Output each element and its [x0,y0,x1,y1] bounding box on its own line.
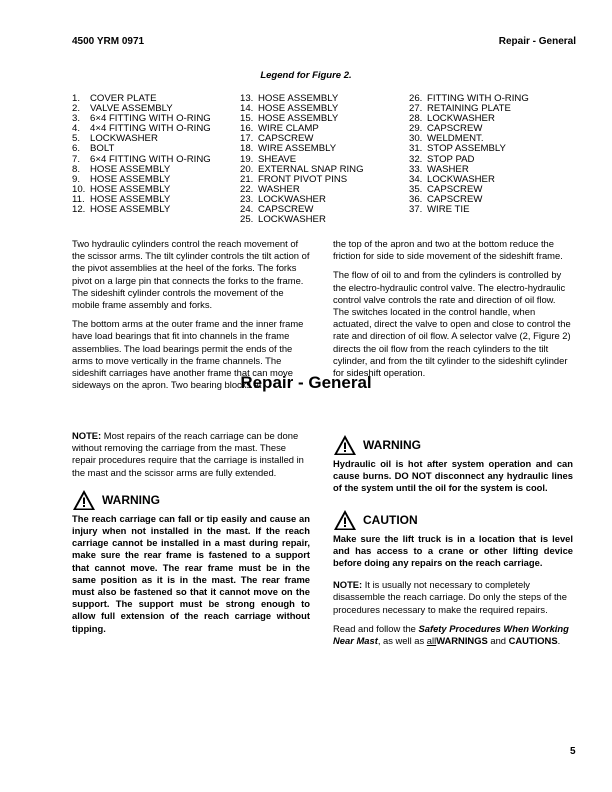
legend-item-label: HOSE ASSEMBLY [90,204,171,216]
caution-triangle-icon [333,509,357,531]
safety-procedures-reference: Safety Procedures When Working Near Mast [333,622,569,647]
caution-box [333,509,573,570]
right-column [333,434,573,654]
legend-item-label: CAPSCREW [427,183,483,195]
legend-item-number: 30. [409,133,423,145]
legend-item-number: 22. [240,183,254,195]
legend-item-number: 26. [409,93,423,104]
warning-triangle-icon [333,434,357,456]
note-label: NOTE: [333,579,363,591]
warning-label: WARNING [102,492,160,507]
legend-item-number: 37. [409,204,423,216]
legend-item-label: STOP PAD [427,153,475,165]
legend-item-label: HOSE ASSEMBLY [258,103,339,115]
legend-item-label: WASHER [258,183,300,195]
legend-item-label: FITTING WITH O-RING [427,93,529,104]
legend-item [240,215,364,225]
legend-item-label: 6×4 FITTING WITH O-RING [90,113,211,125]
legend-item-number: 6. [72,143,81,155]
legend-item-number: 5. [72,133,81,145]
read-cautions: CAUTIONS [508,635,558,647]
legend-item-number: 31. [409,143,423,155]
legend-item-label: HOSE ASSEMBLY [258,93,339,104]
legend-item-label: HOSE ASSEMBLY [90,193,171,205]
legend-item-number: 25. [240,214,254,226]
legend-item-label: STOP ASSEMBLY [427,143,506,155]
legend-item-number: 4. [72,123,81,135]
legend-item-number: 14. [240,103,254,115]
warning-triangle-icon [72,489,96,511]
legend-item-label: EXTERNAL SNAP RING [258,163,364,175]
read-all: all [426,635,437,647]
read-and: and [487,635,509,647]
legend-item [409,205,529,215]
legend-item-label: LOCKWASHER [258,214,326,226]
legend-item-number: 2. [72,103,81,115]
paragraph: the top of the apron and two at the bottom reduce the friction for side to side movement of the sideshift frame. [333,238,563,262]
note [72,430,310,479]
legend-item-number: 16. [240,123,254,135]
legend-item-label: LOCKWASHER [90,133,158,145]
legend-column-3 [409,94,529,215]
legend-item-label: CAPSCREW [258,204,314,216]
legend-item-number: 7. [72,153,81,165]
legend-item-number: 15. [240,113,254,125]
read-end: . [557,635,561,647]
legend-item-number: 23. [240,193,254,205]
legend-item-number: 8. [72,163,81,175]
legend-item-number: 20. [240,163,254,175]
legend-item-number: 33. [409,163,423,175]
legend-item-label: HOSE ASSEMBLY [90,183,171,195]
legend-item-number: 12. [72,204,86,216]
read-warnings: WARNINGS [436,635,488,647]
legend-item-label: CAPSCREW [427,123,483,135]
legend-item-number: 28. [409,113,423,125]
note-text: Most repairs of the reach carriage can be done without removing the carriage from the mast. These repair procedures require that the carriage is installed in the mast and the scissor arms are fully extended. [72,430,304,478]
legend-item-label: HOSE ASSEMBLY [90,163,171,175]
note [333,579,573,616]
legend-item-label: WIRE CLAMP [258,123,319,135]
legend-item-label: HOSE ASSEMBLY [258,113,339,125]
legend-item-label: LOCKWASHER [427,173,495,185]
legend-item-number: 10. [72,183,86,195]
legend-item-label: WIRE ASSEMBLY [258,143,337,155]
legend-column-1 [72,94,211,215]
warning-header [72,489,310,511]
legend-item-label: 6×4 FITTING WITH O-RING [90,153,211,165]
legend-item-number: 17. [240,133,254,145]
read-instruction [333,623,573,647]
legend-item-label: CAPSCREW [258,133,314,145]
note-text: It is usually not necessary to completely disassemble the reach carriage. Do only the steps of the procedures necessary to make the required repairs. [333,579,567,615]
page-number: 5 [570,746,576,757]
legend-item-label: WASHER [427,163,469,175]
read-middle: , as well as [377,635,427,647]
caution-text: Make sure the lift truck is in a location that is level and has access to a crane or other lifting device before doing any repairs on the reach carriage. [333,532,573,569]
header-section-title: Repair - General [498,36,576,47]
legend-item-label: LOCKWASHER [258,193,326,205]
warning-box [333,434,573,495]
legend-item-number: 3. [72,113,81,125]
legend-item-label: WELDMENT. [427,133,484,145]
legend-item-label: VALVE ASSEMBLY [90,103,173,115]
legend-item-label: SHEAVE [258,153,297,165]
legend-item-label: RETAINING PLATE [427,103,511,115]
legend-column-2 [240,94,364,225]
paragraph: The bottom arms at the outer frame and the inner frame have load bearings that fit into channels in the frame assemblies. The load bearings permit the ends of the arms to move vertically in the frame channels. The sideshift carriages have another frame that can move sideways on the apron. Two bearing blocks at [72,318,304,391]
warning-header [333,434,573,456]
note-label: NOTE: [72,430,102,441]
paragraph: Two hydraulic cylinders control the reach movement of the scissor arms. The tilt cylinder controls the tilt action of the pivot assemblies at the heel of the forks. The forks pivot on a large pin that connects the forks to the frame. The sideshift cylinder controls the movement of the mobile frame assembly and forks. [72,238,310,311]
body-right-column [333,238,573,386]
legend-item-number: 36. [409,193,423,205]
legend-item-number: 1. [72,93,81,104]
section-title: Repair - General [240,373,372,392]
legend-item-number: 13. [240,93,254,104]
legend-item-number: 27. [409,103,423,115]
legend-item-label: HOSE ASSEMBLY [90,173,171,185]
legend-item-number: 34. [409,173,423,185]
caution-label: CAUTION [363,512,418,527]
legend-item-number: 24. [240,204,254,216]
read-prefix: Read and follow the [333,622,419,634]
legend-item-number: 35. [409,183,423,195]
warning-text: The reach carriage can fall or tip easily and cause an injury when not installed in the mast. If the reach carriage cannot be installed in a mast during repair, make sure the rear frame is fastened to a support that cannot move. The rear frame must be in the same position as it is in the mast. The rear frame must also be fastened so that it cannot move on the support. The support must be strong enough to allow full extension of the reach carriage without tipping. [72,512,310,634]
legend-item-label: COVER PLATE [90,93,157,104]
left-column [72,430,310,635]
legend-item-label: CAPSCREW [427,193,483,205]
legend-item [72,205,211,215]
legend-item-number: 19. [240,153,254,165]
warning-label: WARNING [363,437,421,452]
legend-item-number: 9. [72,173,81,185]
legend-item-number: 32. [409,153,423,165]
doc-id: 4500 YRM 0971 [72,36,145,47]
caution-header [333,509,573,531]
warning-box [72,489,310,635]
legend-item-number: 29. [409,123,423,135]
legend-item-label: BOLT [90,143,115,155]
legend-item-label: LOCKWASHER [427,113,495,125]
warning-text: Hydraulic oil is hot after system operation and can cause burns. DO NOT disconnect any hydraulic lines of the system until the oil for the system is cool. [333,458,573,494]
paragraph: The flow of oil to and from the cylinders is controlled by the electro-hydraulic control valve. The electro-hydraulic control valve controls the rate and direction of oil flow. The switches located in the control handle, when actuated, direct the valve to open and close to control the rate and direction of oil flow. A selector valve (2, Figure 2) directs the oil flow from the reach cylinders to the tilt cylinder, and from the tilt cylinder to the sideshift cylinder for sideshift operation. [333,269,571,379]
legend-item-number: 21. [240,173,254,185]
legend-item-label: WIRE TIE [427,204,470,216]
legend-item-label: FRONT PIVOT PINS [258,173,348,185]
legend-title: Legend for Figure 2. [260,70,352,81]
legend-item-label: 4×4 FITTING WITH O-RING [90,123,211,135]
legend-item-number: 18. [240,143,254,155]
legend-item-number: 11. [72,193,85,205]
